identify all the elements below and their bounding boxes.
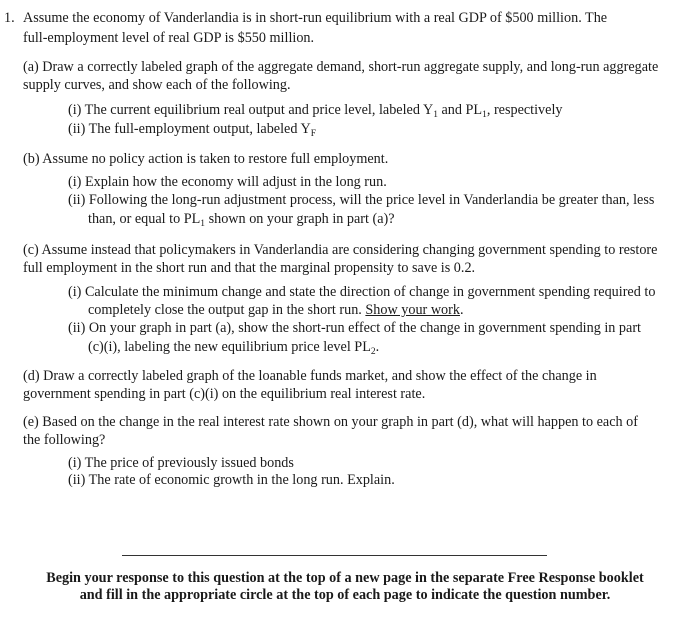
part-c-item-ii-line-1: (ii) On your graph in part (a), show the short-run effect of the change in government spending in part	[68, 320, 641, 336]
part-c-item-ii-subscript: 2	[370, 347, 376, 357]
part-a-item-ii-subscript: F	[310, 129, 317, 139]
part-d-line-2: government spending in part (c)(i) on the equilibrium real interest rate.	[23, 386, 426, 402]
part-a-item-i	[68, 101, 562, 119]
part-b-item-ii-line-1: (ii) Following the long-run adjustment process, will the price level in Vanderlandia be greater than, less	[68, 192, 655, 208]
part-a-item-i-subscript-1: 1	[433, 110, 438, 120]
part-e-item-ii: (ii) The rate of economic growth in the long run. Explain.	[68, 472, 395, 488]
part-e-line-2: the following?	[23, 432, 106, 448]
part-c-item-i-end: .	[459, 302, 464, 318]
part-c-item-i-line-2	[88, 301, 464, 319]
part-a-item-i-subscript-2: 1	[482, 110, 487, 120]
question-intro-line-2: full-employment level of real GDP is $550 million.	[23, 30, 315, 46]
part-a-item-i-mid: and PL	[437, 102, 483, 118]
part-a-item-i-end: , respectively	[486, 102, 563, 118]
part-a-item-i-text: (i) The current equilibrium real output and price level, labeled Y	[68, 102, 434, 118]
part-a-item-ii	[68, 120, 316, 138]
part-b-item-ii-subscript: 1	[200, 219, 206, 229]
footer-instruction-line-1: Begin your response to this question at the top of a new page in the separate Free Response booklet	[46, 570, 644, 586]
part-c-item-ii-line-2	[88, 338, 379, 356]
footer-divider	[122, 555, 547, 556]
question-intro-line-1: Assume the economy of Vanderlandia is in short-run equilibrium with a real GDP of $500 million. The	[23, 10, 608, 26]
part-b-line-1: (b) Assume no policy action is taken to restore full employment.	[23, 151, 389, 167]
question-number: 1.	[4, 10, 15, 26]
part-c-item-i-text: completely close the output gap in the short run.	[88, 302, 366, 318]
part-b-item-i: (i) Explain how the economy will adjust in the long run.	[68, 174, 387, 190]
part-b-item-ii-text: than, or equal to PL	[88, 211, 201, 227]
show-your-work-emphasis: Show your work	[365, 302, 460, 318]
part-c-item-ii-end: .	[375, 339, 380, 355]
part-b-item-ii-line-2	[88, 210, 395, 228]
part-c-line-2: full employment in the short run and that the marginal propensity to save is 0.2.	[23, 260, 476, 276]
part-e-item-i: (i) The price of previously issued bonds	[68, 455, 294, 471]
part-a-item-ii-text: (ii) The full-employment output, labeled Y	[68, 121, 311, 137]
footer-instruction-line-2: and fill in the appropriate circle at the top of each page to indicate the question number.	[79, 587, 611, 603]
part-c-line-1: (c) Assume instead that policymakers in Vanderlandia are considering changing government spending to restore	[23, 242, 658, 258]
part-a-line-1: (a) Draw a correctly labeled graph of the aggregate demand, short-run aggregate supply, and long-run aggregate	[23, 59, 659, 75]
part-c-item-ii-text: (c)(i), labeling the new equilibrium price level PL	[88, 339, 371, 355]
part-a-line-2: supply curves, and show each of the following.	[23, 77, 291, 93]
part-e-line-1: (e) Based on the change in the real interest rate shown on your graph in part (d), what will happen to each of	[23, 414, 638, 430]
part-c-item-i-line-1: (i) Calculate the minimum change and state the direction of change in government spending required to	[68, 284, 656, 300]
part-d-line-1: (d) Draw a correctly labeled graph of the loanable funds market, and show the effect of the change in	[23, 368, 597, 384]
part-b-item-ii-end: shown on your graph in part (a)?	[205, 211, 395, 227]
